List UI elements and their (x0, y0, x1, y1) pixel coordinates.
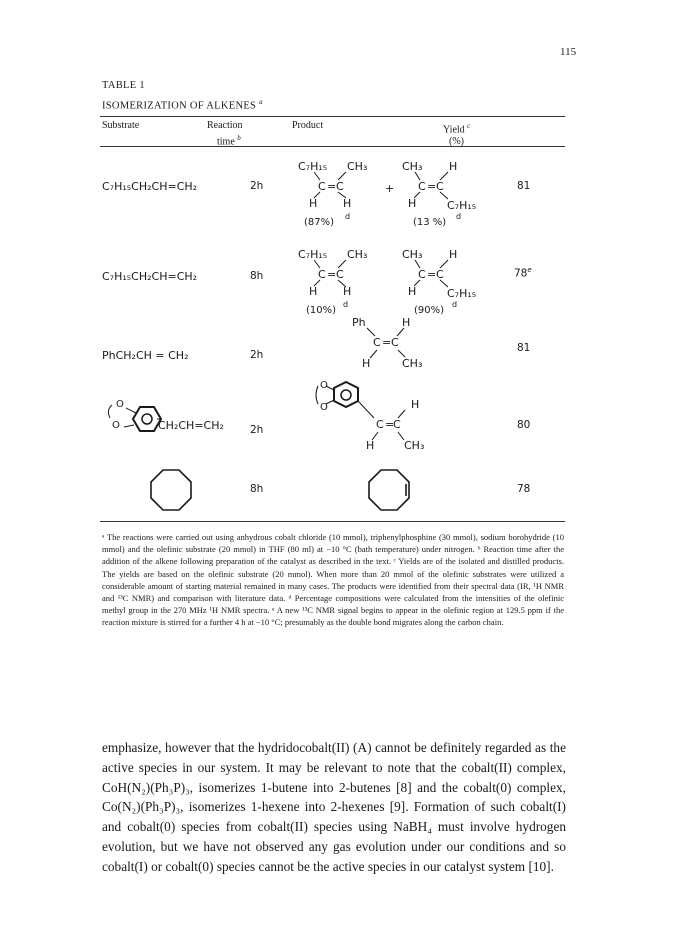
row1-left-h2: H (343, 197, 352, 210)
row1-right-eq: = (427, 180, 437, 193)
row2-right-eq: = (427, 268, 437, 281)
row1-right-c1: C (418, 180, 426, 193)
row4-c1: C (376, 418, 384, 431)
row4-ch3: CH₃ (404, 439, 425, 452)
row5-cyclooctene (151, 470, 409, 510)
row4-prod-o2: O (320, 402, 328, 413)
row4-h1: H (411, 398, 420, 411)
row5-product-ring (369, 470, 409, 510)
row4-h2: H (366, 439, 375, 452)
header-yield-line2: (%) (449, 136, 464, 148)
row1-left-h1: H (309, 197, 318, 210)
row2-right-pct-note: d (452, 300, 458, 309)
row3-eq: = (382, 336, 392, 349)
row1-left-pct: (87%) (304, 217, 335, 228)
row3-c1: C (373, 336, 381, 349)
table-caption-text: ISOMERIZATION OF ALKENES (102, 100, 257, 112)
header-yield-note: c (467, 122, 471, 130)
header-reaction-line2: time (217, 136, 235, 148)
row1-left-pct-note: d (345, 212, 351, 221)
header-reaction-note: b (237, 134, 241, 142)
row2-left-h2: H (343, 285, 352, 298)
row1-right-pct: (13 %) (413, 217, 447, 228)
row3-substrate: PhCH₂CH = CH₂ (102, 349, 189, 362)
row2-time: 8h (250, 270, 264, 282)
row3-h2: H (362, 357, 371, 370)
row5-yield: 78 (517, 483, 531, 495)
table-footnotes: ᵃ The reactions were carried out using anhydrous cobalt chloride (10 mmol), triphenylphosphine (30 mmol), sodium borohydride (10 mmol) and the olefinic substrate (20 mmol) in THF (80 ml) at −10 °C (bath temperature) under nitrogen. ᵇ Reaction time after the addition of the alkene following preparation of the catalyst as described in the text. ᶜ Yields are of the isolated and distilled products. The yields are based on the olefinic substrate (20 mmol). When more than 20 mmol of the olefinic substrates were utilized a considerable amount of starting material remained in many cases. The products were identified from their spectral data (IR, ¹H NMR and ¹³C NMR) and comparison with literature data. ᵈ Percentage compositions were calculated from the intensities of the olefinic methyl group in the 270 MHz ¹H NMR spectra. ᵉ A new ¹³C NMR signal begins to appear in the olefinic region at 129.5 ppm if the reaction mixture is stirred for a further 4 h at −10 °C; presumably as the double bond migrates along the carbon chain. (102, 532, 564, 628)
row1-right-pct-note: d (456, 212, 462, 221)
row1-left-r: C₇H₁₅ (298, 160, 328, 173)
row4-c2: C (393, 418, 401, 431)
row3-ch3: CH₃ (402, 357, 423, 370)
row1-left-c2: C (336, 180, 344, 193)
row1-plus: + (385, 182, 395, 195)
row1-right-ch3: CH₃ (402, 160, 423, 173)
row4-substrate-ring (108, 399, 161, 431)
header-substrate: Substrate (102, 120, 140, 131)
row1-substrate: C₇H₁₅CH₂CH=CH₂ (102, 180, 198, 193)
header-yield-line1: Yield (443, 124, 465, 136)
row2-right-r: C₇H₁₅ (447, 287, 477, 300)
row2-left-pct-note: d (343, 300, 349, 309)
row2-yield-note: e (527, 266, 532, 274)
row1-product (298, 160, 476, 228)
row2-yield-value: 78 (514, 267, 528, 280)
row1-right-h2: H (408, 197, 417, 210)
table-label: TABLE 1 (102, 80, 145, 91)
header-product: Product (292, 120, 324, 131)
row1-yield: 81 (517, 180, 531, 192)
body-paragraph: emphasize, however that the hydridocobalt(II) (A) cannot be definitely regarded as the active species in our system. It may be relevant to note that the cobalt(II) complex, CoH(N₂)(Ph₃P)₃, isomerizes 1-butene into 2-butenes [8] and the cobalt(0) complex, Co(N₂)(Ph₃P)₃, isomerizes 1-hexene into 2-hexenes [9]. Formation of such cobalt(I) and cobalt(0) species from cobalt(II) species using NaBH₄ must involve hydrogen evolution, but we have not observed any gas evolution under our conditions and so cobalt(I) or cobalt(0) species cannot be the active species in our catalyst system [10]. (102, 740, 566, 874)
row3-h1: H (402, 316, 411, 329)
row4-sub-o1: O (116, 399, 124, 410)
row2-left-pct: (10%) (306, 305, 337, 316)
row2-right-c1: C (418, 268, 426, 281)
row4-prod-o1: O (320, 380, 328, 391)
row1-right-c2: C (436, 180, 444, 193)
row1-left-ch3: CH₃ (347, 160, 368, 173)
row1-time: 2h (250, 180, 264, 192)
row2-right-h2: H (408, 285, 417, 298)
row3-c2: C (391, 336, 399, 349)
row2-left-c1: C (318, 268, 326, 281)
row2-right-h1: H (449, 248, 458, 261)
row3-yield: 81 (517, 342, 531, 354)
row2-left-ch3: CH₃ (347, 248, 368, 261)
row4-sub-o2: O (112, 420, 120, 431)
row2-left-eq: = (327, 268, 337, 281)
row1-left-c1: C (318, 180, 326, 193)
row1-right-r: C₇H₁₅ (447, 199, 477, 212)
row2-right-ch3: CH₃ (402, 248, 423, 261)
row2-product (298, 248, 476, 316)
row4-time: 2h (250, 424, 264, 436)
row4-substrate: CH₂CH=CH₂ (158, 419, 224, 432)
row5-substrate-ring (151, 470, 191, 510)
row2-left-r: C₇H₁₅ (298, 248, 328, 261)
row3-time: 2h (250, 349, 264, 361)
row4-eq: = (385, 418, 395, 431)
row2-right-c2: C (436, 268, 444, 281)
header-reaction-line1: Reaction (207, 120, 243, 131)
row2-substrate: C₇H₁₅CH₂CH=CH₂ (102, 270, 198, 283)
row2-right-pct: (90%) (414, 305, 445, 316)
row3-product (352, 316, 422, 370)
row4-yield: 80 (517, 419, 531, 431)
row3-ph: Ph (352, 316, 366, 329)
row2-left-h1: H (309, 285, 318, 298)
row2-left-c2: C (336, 268, 344, 281)
row5-time: 8h (250, 483, 264, 495)
page-number: 115 (560, 46, 577, 58)
row1-right-h1: H (449, 160, 458, 173)
table-caption-note: a (259, 98, 263, 106)
row1-left-eq: = (327, 180, 337, 193)
row4-product (316, 380, 424, 452)
